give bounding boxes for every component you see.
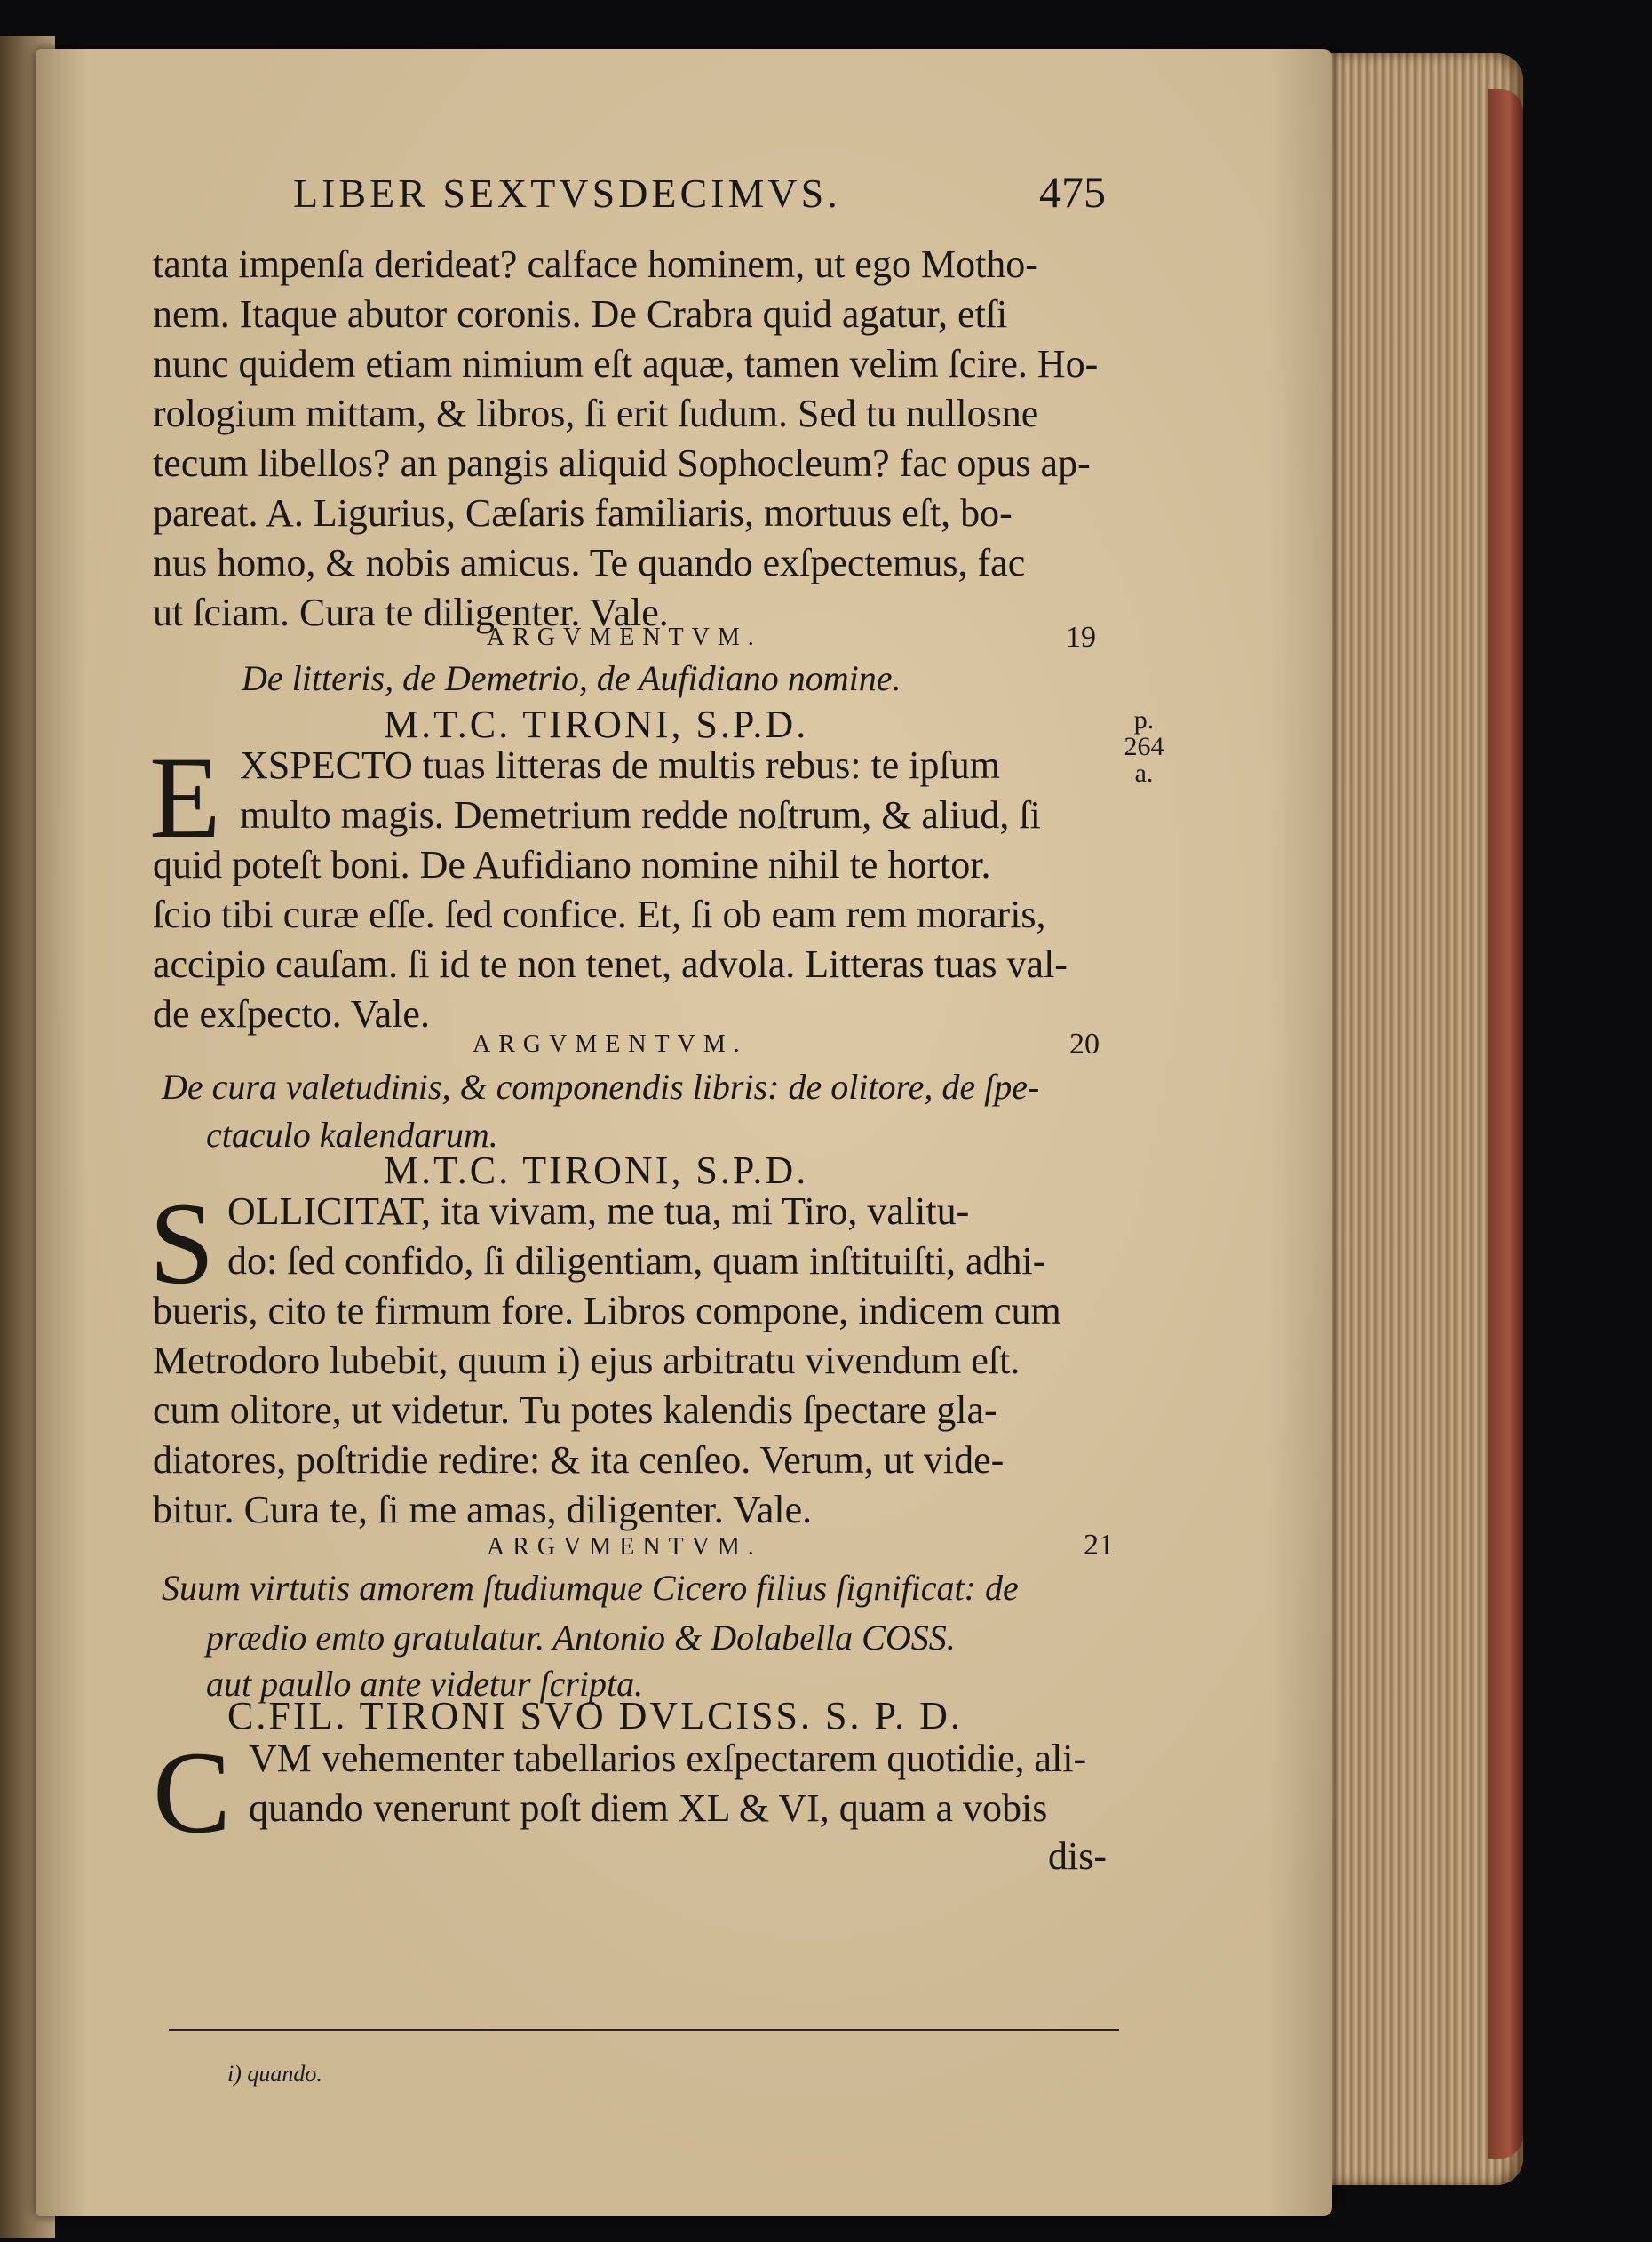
book-fore-edge <box>1306 53 1523 2185</box>
letter-number: 20 <box>1069 1028 1100 1061</box>
argument-summary: De litteris, de Demetrio, de Aufidiano nomine. <box>242 658 901 698</box>
salutation: M.T.C. TIRONI, S.P.D. <box>384 1149 809 1192</box>
argument-summary: De cura valetudinis, & componendis libris: de olitore, de ſpe- <box>162 1067 1040 1107</box>
footnote: i) quando. <box>227 2061 322 2087</box>
text-line: OLLICITAT, ita vivam, me tua, mi Tiro, valitu- <box>227 1189 970 1233</box>
argument-summary: prædio emto gratulatur. Antonio & Dolabella COSS. <box>206 1618 956 1658</box>
text-line: accipio cauſam. ſi id te non tenet, advola. Litteras tuas val- <box>153 942 1068 986</box>
drop-cap: E <box>149 732 221 863</box>
text-line: diatores, poſtridie redire: & ita cenſeo. Verum, ut vide- <box>153 1438 1005 1482</box>
salutation: M.T.C. TIRONI, S.P.D. <box>384 703 809 746</box>
text-line: bueris, cito te firmum fore. Libros compone, indicem cum <box>153 1289 1061 1332</box>
text-line: nunc quidem etiam nimium eſt aquæ, tamen velim ſcire. Ho- <box>153 342 1099 386</box>
text-line: pareat. A. Ligurius, Cæſaris familiaris, mortuus eſt, bo- <box>153 491 1013 535</box>
text-line: ſcio tibi curæ eſſe. ſed confice. Et, ſi ob eam rem moraris, <box>153 893 1046 936</box>
text-line: nus homo, & nobis amicus. Te quando exſpectemus, fac <box>153 541 1026 584</box>
drop-cap: C <box>153 1727 232 1857</box>
text-line: VM vehementer tabellarios exſpectarem quotidie, ali- <box>249 1737 1087 1780</box>
text-line: rologium mittam, & libros, ſi erit ſudum. Sed tu nullosne <box>153 392 1039 435</box>
text-line: multo magis. Demetrium redde noſtrum, & aliud, ſi <box>240 793 1041 837</box>
text-line: XSPECTO tuas litteras de multis rebus: te ipſum <box>240 743 1000 787</box>
argumentum-label: ARGVMENTVM. <box>487 1533 762 1561</box>
argument-summary: ctaculo kalendarum. <box>206 1115 498 1155</box>
text-line: tecum libellos? an pangis aliquid Sophocleum? fac opus ap- <box>153 441 1091 485</box>
argument-summary: Suum virtutis amorem ſtudiumque Cicero filius ſignificat: de <box>162 1568 1019 1608</box>
text-line: do: ſed confido, ſi diligentiam, quam inſtituiſti, adhi- <box>227 1239 1046 1283</box>
text-line: tanta impenſa derideat? calface hominem, ut ego Motho- <box>153 242 1038 286</box>
catchword: dis- <box>1048 1834 1107 1878</box>
page-number: 475 <box>1039 167 1106 217</box>
margin-reference: p. 264 a. <box>1124 705 1164 788</box>
text-line: de exſpecto. Vale. <box>153 992 430 1036</box>
argumentum-label: ARGVMENTVM. <box>487 624 762 651</box>
letter-number: 21 <box>1084 1529 1114 1562</box>
text-line: bitur. Cura te, ſi me amas, diligenter. Vale. <box>153 1488 813 1531</box>
argument-summary: aut paullo ante videtur ſcripta. <box>206 1664 644 1704</box>
text-line: quid poteſt boni. De Aufidiano nomine nihil te hortor. <box>153 843 991 886</box>
text-line: Metrodoro lubebit, quum i) ejus arbitratu vivendum eſt. <box>153 1339 1021 1382</box>
drop-cap: S <box>149 1178 215 1308</box>
footnote-rule <box>169 2029 1119 2031</box>
letter-number: 19 <box>1066 621 1096 654</box>
text-line: ut ſciam. Cura te diligenter. Vale. <box>153 591 669 634</box>
argumentum-label: ARGVMENTVM. <box>473 1030 748 1058</box>
text-line: quando venerunt poſt diem XL & VI, quam a vobis <box>249 1786 1048 1830</box>
running-title: LIBER SEXTVSDECIMVS. <box>293 171 841 216</box>
text-line: nem. Itaque abutor coronis. De Crabra quid agatur, etſi <box>153 292 1008 336</box>
text-line: cum olitore, ut videtur. Tu potes kalendis ſpectare gla- <box>153 1388 997 1432</box>
salutation: C.FIL. TIRONI SVO DVLCISS. S. P. D. <box>227 1694 963 1737</box>
